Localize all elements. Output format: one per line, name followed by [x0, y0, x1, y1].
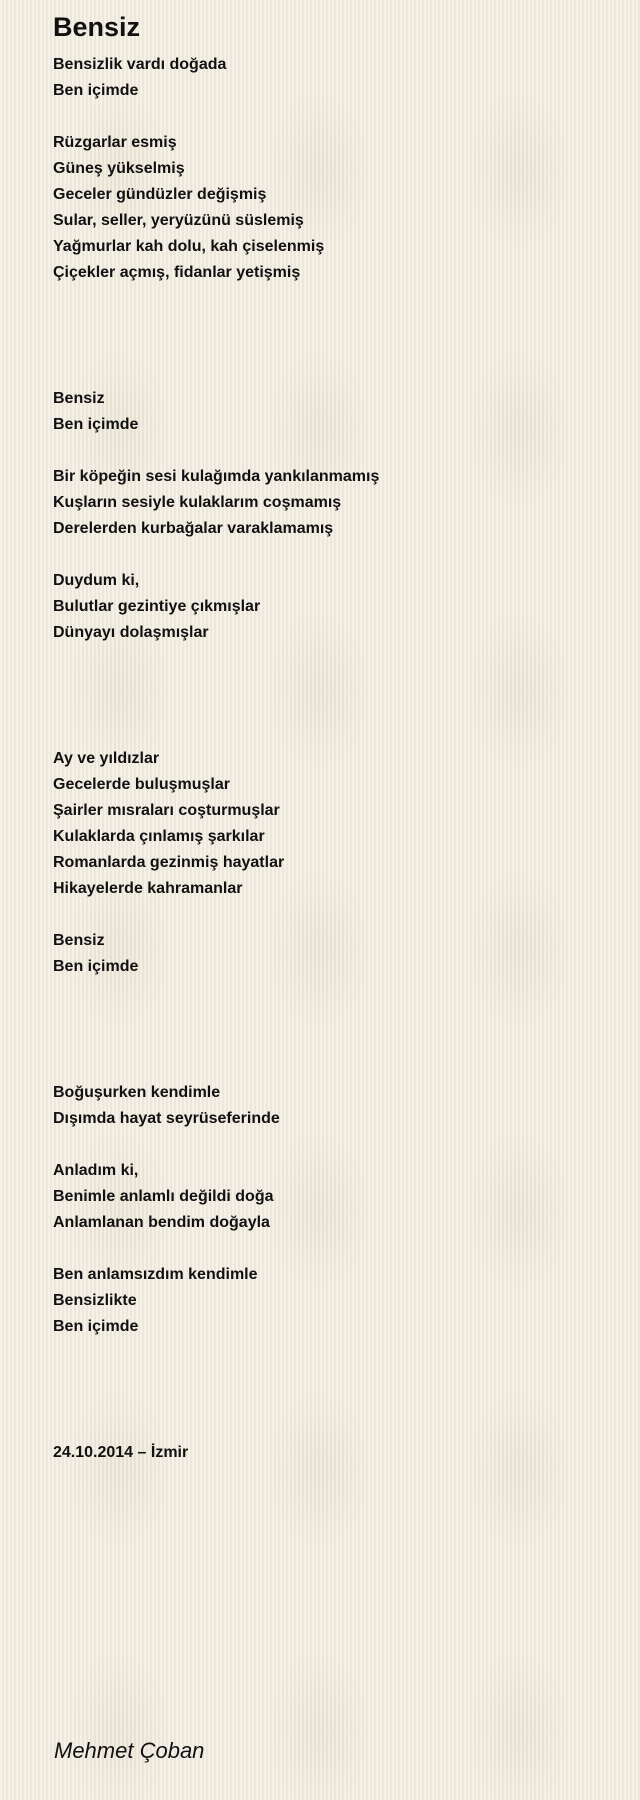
- poem-line: Bir köpeğin sesi kulağımda yankılanmamış: [53, 468, 380, 485]
- poem-line: Ben içimde: [53, 416, 139, 433]
- section-gap: [53, 1340, 613, 1440]
- stanza-gap: [53, 902, 613, 928]
- poem-title: Bensiz: [53, 12, 141, 42]
- poem-line: Anlamlanan bendim doğayla: [53, 1214, 270, 1231]
- poem-line: Bulutlar gezintiye çıkmışlar: [53, 598, 261, 615]
- poem-line: Boğuşurken kendimle: [53, 1084, 221, 1101]
- poem-line: Bensiz: [53, 390, 105, 407]
- stanza: [53, 130, 613, 286]
- poem-line: Geceler gündüzler değişmiş: [53, 186, 267, 203]
- poem-line: Bensizlik vardı doğada: [53, 56, 227, 73]
- stanza-gap: [53, 1132, 613, 1158]
- poem-line: Çiçekler açmış, fidanlar yetişmiş: [53, 264, 301, 281]
- poem-date-place: 24.10.2014 – İzmir: [53, 1444, 189, 1461]
- poem-line: Yağmurlar kah dolu, kah çiselenmiş: [53, 238, 325, 255]
- stanza: [53, 568, 613, 646]
- poem-line: Gecelerde buluşmuşlar: [53, 776, 230, 793]
- section-gap: [53, 646, 613, 746]
- poem-line: Ben anlamsızdım kendimle: [53, 1266, 258, 1283]
- poem-line: Kulaklarda çınlamış şarkılar: [53, 828, 265, 845]
- stanza: [53, 386, 613, 438]
- stanza: [53, 1080, 613, 1132]
- stanza: [53, 464, 613, 542]
- stanza-gap: [53, 104, 613, 130]
- poem-section: [53, 746, 613, 980]
- poem-section: [53, 1440, 613, 1466]
- poem-line: Hikayelerde kahramanlar: [53, 880, 243, 897]
- poem-line: Ben içimde: [53, 1318, 139, 1335]
- stanza: [53, 1440, 613, 1466]
- poem-body: [53, 52, 613, 1466]
- poem-section: [53, 386, 613, 646]
- stanza: [53, 52, 613, 104]
- poem-line: Dışımda hayat seyrüseferinde: [53, 1110, 280, 1127]
- stanza: [53, 928, 613, 980]
- poem-line: Derelerden kurbağalar varaklamamış: [53, 520, 334, 537]
- poem-line: Duydum ki,: [53, 572, 140, 589]
- author-signature: Mehmet Çoban: [54, 1738, 205, 1763]
- poem-line: Ay ve yıldızlar: [53, 750, 160, 767]
- poem-line: Şairler mısraları coşturmuşlar: [53, 802, 280, 819]
- stanza: [53, 746, 613, 902]
- poem-line: Anladım ki,: [53, 1162, 139, 1179]
- poem-section: [53, 1080, 613, 1340]
- section-gap: [53, 980, 613, 1080]
- poem-line: Dünyayı dolaşmışlar: [53, 624, 209, 641]
- poem-line: Ben içimde: [53, 82, 139, 99]
- poem-line: Romanlarda gezinmiş hayatlar: [53, 854, 285, 871]
- poem-line: Rüzgarlar esmiş: [53, 134, 177, 151]
- poem-section: [53, 52, 613, 286]
- poem-line: Ben içimde: [53, 958, 139, 975]
- poem-line: Sular, seller, yeryüzünü süslemiş: [53, 212, 304, 229]
- poem-line: Güneş yükselmiş: [53, 160, 185, 177]
- stanza: [53, 1262, 613, 1340]
- stanza-gap: [53, 542, 613, 568]
- poem-line: Bensiz: [53, 932, 105, 949]
- poem-line: Benimle anlamlı değildi doğa: [53, 1188, 274, 1205]
- stanza: [53, 1158, 613, 1236]
- stanza-gap: [53, 438, 613, 464]
- poem-line: Bensizlikte: [53, 1292, 137, 1309]
- poem-line: Kuşların sesiyle kulaklarım coşmamış: [53, 494, 342, 511]
- stanza-gap: [53, 1236, 613, 1262]
- section-gap: [53, 286, 613, 386]
